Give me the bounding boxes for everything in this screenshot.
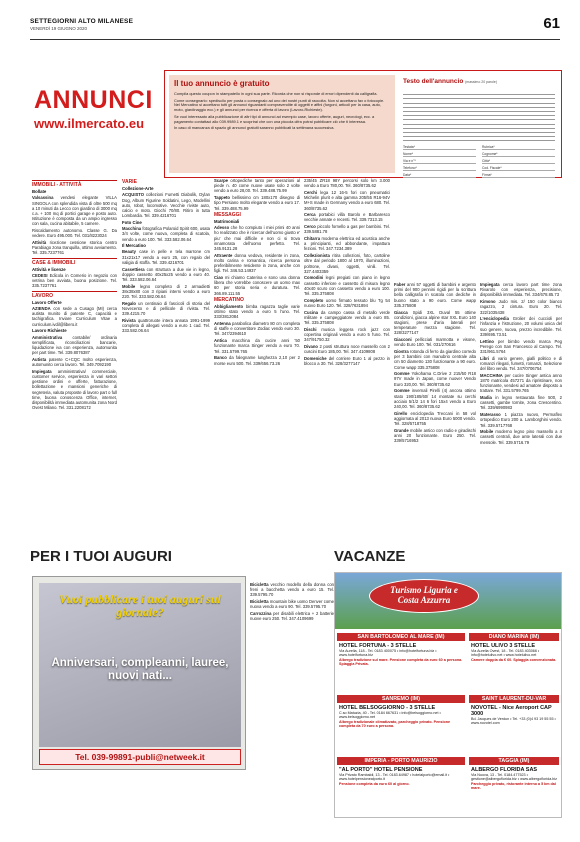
auguri-headline: Vuoi pubblicare i tuoi auguri sul giornale? xyxy=(59,592,221,619)
auguri-occasions: Anniversari, compleanni, lauree, nuovi nati... xyxy=(51,657,229,682)
classified-ad: Gomme invernali Pirelli (4) ancora ottimo stato 190/185/60/ 14 montate su cerchi acciaio 5/1/2 14 6 fori 15x4 vendo a Euro 240,00. Tel. 360/8735.62 xyxy=(394,388,476,409)
logo-line-1: Turismo Liguria e xyxy=(390,585,458,595)
hotel-name: HOTEL FORTUNA - 3 STELLE xyxy=(339,643,417,649)
subheading: Matrimoniali xyxy=(214,218,240,224)
auguri-image xyxy=(39,583,241,747)
hotel-note: Albergo tradizione sul mare. Pensione completa da euro 60 a persona. Spiaggia Privata. xyxy=(339,657,463,667)
field-nome[interactable]: Nome* xyxy=(403,152,476,157)
classified-ad: MACCHINA per cucire Singer antica anno 1870 matricola 457271 da ripristinare, non funzionante, vendesi ad amatore disposto a trattare. Tel. 331.5799.765 xyxy=(480,372,562,394)
form-hint: (massimo 20 parole) xyxy=(465,80,498,84)
column-4 xyxy=(304,178,390,368)
classified-ad: Banco da falegname lunghezza 2,10 per 2 morse euro 500. Tel. 339/656.73.26 xyxy=(214,355,300,366)
section-heading: LAVORO xyxy=(32,292,54,299)
column-1 xyxy=(32,178,117,412)
classified-ad: Scarpe ortopediche tanto per operazioni al piede n. 40 come nuove usate solo 2 volte vendo a euro 28,00. Tel. 339.488.75.99 xyxy=(214,178,300,194)
classified-ad: Giostra rotonda di ferro da giardino corredo per 3 bambini con manubrio centrale alta cm 50 diametro 130 funzionante a 90 euro. Come wapp 335.375808 xyxy=(394,348,476,370)
classified-ad: 235/45 ZR18 98Y percorsi solo km 3.000 vendo a Euro 780,00. Tel. 360/8735.62 xyxy=(304,178,390,189)
hotel-info: Via Privato Rambaldi, 13 - Tel. 0183.64987 • hotelalporto@email.it • www.hotelpensionealporto.it xyxy=(339,773,450,782)
column-2 xyxy=(122,178,210,335)
form-title-text: Testo dell'annuncio xyxy=(403,78,464,85)
section-heading: CASE & IMMOBILI xyxy=(32,259,76,266)
classified-ad: Bicicletta vecchio modello della donna con freni a bacchetta vendo a euro 15. Tel. 339.5795.70 xyxy=(250,582,334,598)
turismo-logo xyxy=(369,579,479,613)
auguri-banner: PER I TUOI AUGURI xyxy=(30,548,172,565)
classified-ad: Macchina fotografica Polaroid Spirit 600, usata 3/4 volte, come nuova, completa di scatola, vendo a euro 100. Tel. 333.582.06.64 xyxy=(122,226,210,242)
classified-ad: Riscaldamento autonomo. Classe G. Da vedere. Euro 495.000. Tel. 031/8223024 xyxy=(32,228,117,239)
field-firma[interactable]: Firma* xyxy=(482,173,555,178)
subheading: Lavoro Richieste xyxy=(32,328,67,334)
classified-ad: L'enciclopedia Grolier dei cuccioli per l'infanzia e l'istruzione, 20 volumi unica del suo genere, nuova, prezzo incredibile. Tel. 339/695.73.51 xyxy=(480,316,562,337)
classified-ad: Cassettiera con struttura a due vie in legno, doppio cassetto 40x25x25 vendo a euro 40. Tel. 333.582.06.64 xyxy=(122,266,210,282)
section-title: ANNUNCI xyxy=(34,86,153,114)
hotel-note: Parcheggio privato, ristorante interno a 5 km dal mare. xyxy=(471,781,556,791)
page-number: 61 xyxy=(543,15,560,32)
classified-ad: Materasso 1 piazza nuovo, Permaflex ortopedico Euro 200 a. Lamborghini vendo. Tel. 339.5717768 xyxy=(480,412,562,428)
coupon-title: Il tuo annuncio è gratuito xyxy=(174,79,270,88)
hotel-name: ALBERGO FLORIDA SAS xyxy=(471,767,538,773)
classified-ad: Ciao mi chiamo Caterina e sono una donna libera che vorrebbe conoscere un uomo max 60 per storia seria e duratura. Tel. 366.89.111.55 xyxy=(214,274,300,296)
classified-ad: CEDESI Edicola in Comerio in negozio con vetrina ben avviata, buona posizione. Tel. 335.7237761 xyxy=(32,273,117,289)
vacanze-ad xyxy=(334,572,562,818)
auguri-ad xyxy=(32,576,246,770)
classified-ad: Madia in legno restaurata fine 500, 2 cassetti, gambe tornite, zona Crescentino. Tel. 339/6990983 xyxy=(480,395,562,411)
field-cognome[interactable]: Cognome* xyxy=(482,152,555,157)
hotel-note: Pensione completa da euro 60 al giorno. xyxy=(339,781,410,786)
hotel-info: C.so Matuzia, 40 - Tel. 0184 667631 • info@belsoggiorno.net • www.belsoggiorno.net xyxy=(339,711,441,720)
coupon-instructions xyxy=(169,75,395,173)
hotel-listing xyxy=(339,643,465,667)
subheading: Il Mercatino xyxy=(122,243,146,249)
date-line: VENERDÌ 19 GIUGNO 2020 xyxy=(30,26,88,31)
classified-ad: Chitarra moderna elettrica ed acustica anche a principianti, ed abbondante, impattura fezioni. Tel. 347.7234.389 xyxy=(304,236,390,252)
text-lines[interactable] xyxy=(403,91,555,141)
classified-ad: Collezionista ritira collezioni, foto, cartoline oltre dal periodo 1800 al 1970, illuminazioni, poltrone, divani, oggetti, vinili. Tel. 327.4403359 xyxy=(304,253,390,274)
classified-ad: Attraente donna vedova, residente in zona, molto carina e romantica, ricerca persona preferibilmente residente in zona, anche con figli. Tel. 346.53.14937 xyxy=(214,252,300,274)
subheading: Lavoro Offerte xyxy=(32,299,62,305)
field-telefono[interactable]: Telefono* xyxy=(403,166,476,171)
classified-ad: Mobile legno completo di 2 armadietti 38x38x80 con 3 ripiani interni vendo a euro 220. Tel. 333.582.06.64 xyxy=(122,283,210,300)
section-heading: IMMOBILI - ATTIVITÀ xyxy=(32,182,82,188)
subheading: Bollate xyxy=(32,189,47,195)
classified-ad: Bicicletta mountain bike uomo Denver come nuova vendo a euro 90. Tel. 339.5795.70 xyxy=(250,599,334,610)
subheading: Collezione-Arte xyxy=(122,186,154,192)
section-heading: MERCATINO xyxy=(214,296,244,303)
location-label: SAINT LAURENT-DU-VAR xyxy=(469,695,559,703)
field-via[interactable]: Via e n°* xyxy=(403,159,476,164)
subheading: Attività e licenze xyxy=(32,266,66,272)
hotel-note: Camere doppia da € 60. Spiaggia convenzionata. xyxy=(471,657,557,662)
coupon-form xyxy=(399,75,559,177)
classified-ad: Antenna parabolica diametro 80 cm completa di staffe e convertitore Zodiac vendo euro 30. Tel. 347/2394610 xyxy=(214,321,300,337)
paper-name: SETTEGIORNI ALTO MILANESE xyxy=(30,18,134,25)
hotel-listing xyxy=(471,643,559,662)
hotel-name: NOVOTEL - Nice Aeroport CAP 3000 xyxy=(471,705,552,717)
hotel-info: Via Aurelia, 118 - Tel. 0183 400075 • info@hotelfortuna.biz • www.hotelfortuna.biz xyxy=(339,649,437,658)
auguri-contact[interactable]: Tel. 039-99891-publi@netweek.it xyxy=(39,749,241,765)
classified-ad: ACQUISTO collezioni Fumetti Diabolik, Dylan Dog, Album Figurine Soldatini, Lego, Modellini auto, robot, locomotive. Vecchie riviste auto, calcio e moto. Giochi 70/80. Ritiro in tutta Lombardia. Tel. 339.4216701 xyxy=(122,192,210,219)
classified-ad: Amministrativa contabile/ ordinaria semplificata, riconciliazioni bancarie, liquidazione iva con esperienza, automunita per part time. Tel. 339.8076387 xyxy=(32,334,117,356)
field-data[interactable]: Data* xyxy=(403,173,476,178)
hotel-listing xyxy=(471,705,559,726)
classified-ad: Domeniche del corriere Euro 1 al pezzo in blocco a 30. Tel. 328/3277147 xyxy=(304,355,390,366)
classified-ad: Rivista quattroruote intera annata 1991-1999 completa di allegati vendo a euro 1 cad. Tel. 333.582.06.64 xyxy=(122,317,210,334)
hotel-listing xyxy=(471,767,559,791)
location-label: TAGGIA (IM) xyxy=(469,757,559,765)
vacanze-banner: VACANZE xyxy=(334,548,406,565)
classified-ad: AZIENDA con sede a Cusago (MI) cerca autista munito di patente C, capacità e tachigrafica. Inviare Curriculum Vitae a curriculum.ivdil@libero.it xyxy=(32,306,117,327)
hotel-name: HOTEL ULIVO 3 STELLE xyxy=(471,643,536,649)
section-heading: VARIE xyxy=(122,179,137,185)
classified-ad: Autista patente C+CQC molto esperienza, automunito cerca lavoro. Tel. 349.7092190 xyxy=(32,356,117,368)
classified-ad: Dischi musica leggera rock jazz con copertina originali vendo a euro 5 l'uno. Tel. 347/91750.32 xyxy=(304,326,391,343)
classified-ad: Cerca portabici villa Barolo e Barbaresco vecchie annate e recenti. Tel. 339.7313.15 xyxy=(304,212,390,223)
location-label: SANREMO (IM) xyxy=(337,695,465,703)
hotel-info: Bd. Jacques de Verdun • Tel. +33 (0)4 93 19 55 55 • www.novotel.com xyxy=(471,717,556,726)
field-citta[interactable]: Città* xyxy=(482,159,555,164)
classified-ad: Girello enciclopedia Treccani in 58 vol aggiornata al 2013 nuova Euro 5000 vendo. Tel. 328/5718755 xyxy=(394,410,477,427)
classified-ad: Giacconi pellicciati marmotta e visone, vendo Euro 100. Tel. 031/270616 xyxy=(394,337,476,348)
coupon-paid: Se vuoi interessato alla pubblicazione di altri tipi di annunci ad esempio case, lavoro offerte, auguri, necrologi, ecc. a pagamento contattaci allo 039.9989.1 e scoprirai che con una piccola cifra potrai pubblicare ciò che ti interessa. xyxy=(174,113,375,124)
classified-ad: Cerchi lega 12 16-5 fori con pneumatici Michelin plurit e alta gamma 205/55 R16-94V M+S made in Germany vendo a euro 680. Tel. 360/8735.62 xyxy=(304,189,390,211)
logo-line-2: Costa Azzurra xyxy=(397,595,451,605)
field-codfiscale[interactable]: Cod. Fiscale* xyxy=(482,166,555,171)
form-fields xyxy=(403,145,555,180)
coupon-intro: Compila questo coupon in stampatello in ogni sua parte. Ricorda che non si risponde di errori dipendenti da calligrafia. xyxy=(174,91,378,96)
classified-ad: Adesso che ho compiuto i miei primi 40 anni ho realizzato che è ricercar dell'uomo giusto e' piu' che mai difficile e non ci si trova innamorata dell'uomo perfetto. Tel. 345.9131.28 xyxy=(214,225,300,251)
classified-ad: Lettino per bimbo vendo marca Peg Perego con San Francesco al Campo. Tel. 331/961.5764 xyxy=(480,338,562,354)
classified-ad: Kimono Judo mis. 2/ 150 color bianco ragazzo, 2 cintura. Euro 20. Tel. 322/1035438 xyxy=(480,299,563,315)
column-3 xyxy=(214,178,300,367)
classified-ad: Attività ricezione cessione storica centro Parabiago zona tranquilla, ottimo avviamento. Tel. 335.7237761 xyxy=(32,240,117,256)
classified-ad: Carrozzina per disabili elettrica + 2 batterie nuove euro 250. Tel. 347.4109699 xyxy=(250,611,334,622)
classified-ad: Regalo un centinaio di fascicoli di storia del Novecento e di pellicole di rivista. Tel. 339.4215.70 xyxy=(122,300,210,317)
classified-ad: Divano 2 posti struttura noce massello con 2 cuscini Euro 185,00. Tel. 347.4109808 xyxy=(304,343,390,355)
classified-ad: Libri di vario genere, gialli politico e di romanzi rilegati, fumetti, romanzi, Selezione del libro vendo. Tel. 347/0706754 xyxy=(480,355,562,372)
classified-ad: Beauty case in pelle e tela marrone cm 31x21x17 vendo a euro 25, con regalo del valigia di stoffa. Tel. 339.4216701 xyxy=(122,249,210,265)
field-testata[interactable]: Testata* xyxy=(403,145,476,150)
classified-ad: Impiegata amministrativa/ commerciale, customer service, esperienza in vari settori gestione ordini e offerte, fatturazione, bollettazione e mansioni generiche di segreteria, valuta proposte di lavoro part o full time, buona conoscenza Office, internet, disponibilità immediata automunita zona Nord Ovest Milano. Tel. 331.2208172 xyxy=(32,368,117,411)
coupon-space: In caso di mancanza di spazio gli annunci gratuiti saranno pubblicati la settimana successiva. xyxy=(174,125,335,131)
column-5 xyxy=(394,282,476,445)
classified-ad: Gomme Yokohama C.Drive 2 215/50 R18 97V made in Japan, come nuove! Vendo Euro 320,00. Tel. 360/8735.62 xyxy=(394,371,476,387)
subheading: Foto Cine xyxy=(122,219,142,225)
hotel-info: Via Nuova, 13 - Tel. 0184.477523 • gestione@albergoflorida.biz • www.albergoflorida.biz xyxy=(471,773,558,782)
hotel-listing xyxy=(339,767,465,786)
classified-ad: Mobile moderno legno pino massello a 4 cassetti centrali, due ante laterali con due mensole. Tel. 339.5716.79 xyxy=(480,429,562,445)
page-header xyxy=(30,12,560,40)
hotel-note: Albergo tradizionale climatizzato, parcheggio privato. Pensione completa da 70 euro a persona. xyxy=(339,719,451,729)
location-label: SAN BARTOLOMEO AL MARE (IM) xyxy=(337,633,465,641)
hotel-name: HOTEL BELSOGGIORNO - 3 STELLE xyxy=(339,705,436,711)
classified-ad: Antica macchina da cucire anni '50 funzionante marca Singer vendo a euro 70. Tel. 331.5799.765 xyxy=(214,338,300,354)
hotel-listing xyxy=(339,705,465,729)
coupon-how: Come consegnarlo: spediscilo per posta o consegnalo ad uno dei nostri punti di raccolta. Non si accettano fax o fotocopie. Nel Mercatino si accettano tutti gli annunci riguardanti compravendite di oggetti e affini (furgoni, articoli per la casa, auto, moto, giardinaggio ecc.) e gli annunci per ricerca e offerta di lavoro (Lavoro-Richieste). xyxy=(174,97,385,113)
hotel-info: Via Aurelia Ovest, 18 - Tel. 0183 403066 • info@hotelulivo.net • www.hotelulivo.net xyxy=(471,649,540,658)
section-heading: MESSAGGI xyxy=(214,211,241,218)
classified-ad: Abbigliamento bimba ragazza taglie varie ottimo stato vendo a euro 5 l'uno. Tel. 333/3812084 xyxy=(214,303,300,320)
form-title xyxy=(403,78,555,85)
classified-ad: Cerco piccolo fornello a gas per bambini. Tel. 339.5881.78 xyxy=(304,224,390,235)
free-ad-coupon xyxy=(164,70,562,178)
classified-ad: Valsassina vendesi elegante VILLA SINGOLA con splendida vista di oltre 500 mq a 10 minuti da Lecco con giardino di 3000 mq c.a. + 100 mq di portici garage e posto auto. Istituzione è composta da un ampio ingresso con sala, cucina abitabile, 5 camere. xyxy=(32,195,117,227)
classified-ad: Cucina da campo cassa di metallo verde militare e campeggiatore vendo a euro 85. Tel. 335.375808 xyxy=(304,309,390,326)
classified-ad: Comodini legni pregiati con piano in legno cassetto inferiore e cassetto di misura legno 40x40 scuro con cassetto vendo a euro 100. Tel. 335.375808 xyxy=(304,275,390,297)
column-6 xyxy=(480,282,562,446)
hotel-name: "AL PORTO" HOTEL PENSIONE xyxy=(339,767,423,773)
site-url[interactable]: www.ilmercato.eu xyxy=(34,116,145,131)
classified-ad: Giacca Spidi 3XL Duval 55 ottime condizioni, giacca alpine star XXL Euro 140 stagioni, prese d'aria laterali per temperature mezza stagione. Tel. 328/3277147 xyxy=(394,309,476,336)
classified-ad: Faber anni 57 oggetti di bambini e argento primi del 900 pennini rigidi per la scrittura bella calligrafia in scatola con dediche in buono stato a 90 euro. Come wapp 335.375808 xyxy=(394,282,476,308)
classified-ad: Completo uomo firmato tessuto blu Tg 54 nuovo Euro 120. Tel. 328/7631894 xyxy=(304,297,390,308)
vacanze-header-image xyxy=(335,573,561,629)
classified-ad: Tappeto bellissimo cm 180x170 disegno di tipo Persiano molto elegante vendo a euro 17. Tel. 339.488.75.99 xyxy=(214,195,300,211)
location-label: IMPERIA - PORTO MAURIZIO xyxy=(337,757,465,765)
column-3-continued xyxy=(250,582,334,623)
field-rubrica[interactable]: Rubrica* xyxy=(482,145,555,150)
location-label: DIANO MARINA (IM) xyxy=(469,633,559,641)
classified-ad: Grande mobile antico con radio e giradischi anni 20 funzionante. Euro 250. Tel. 339/5716953 xyxy=(394,427,476,444)
classified-ad: Impiegata cerca lavoro part time zona Rivarolo con esperienza, precisione, disponibilità immediata. Tel. 334/678.85.73 xyxy=(480,282,562,298)
